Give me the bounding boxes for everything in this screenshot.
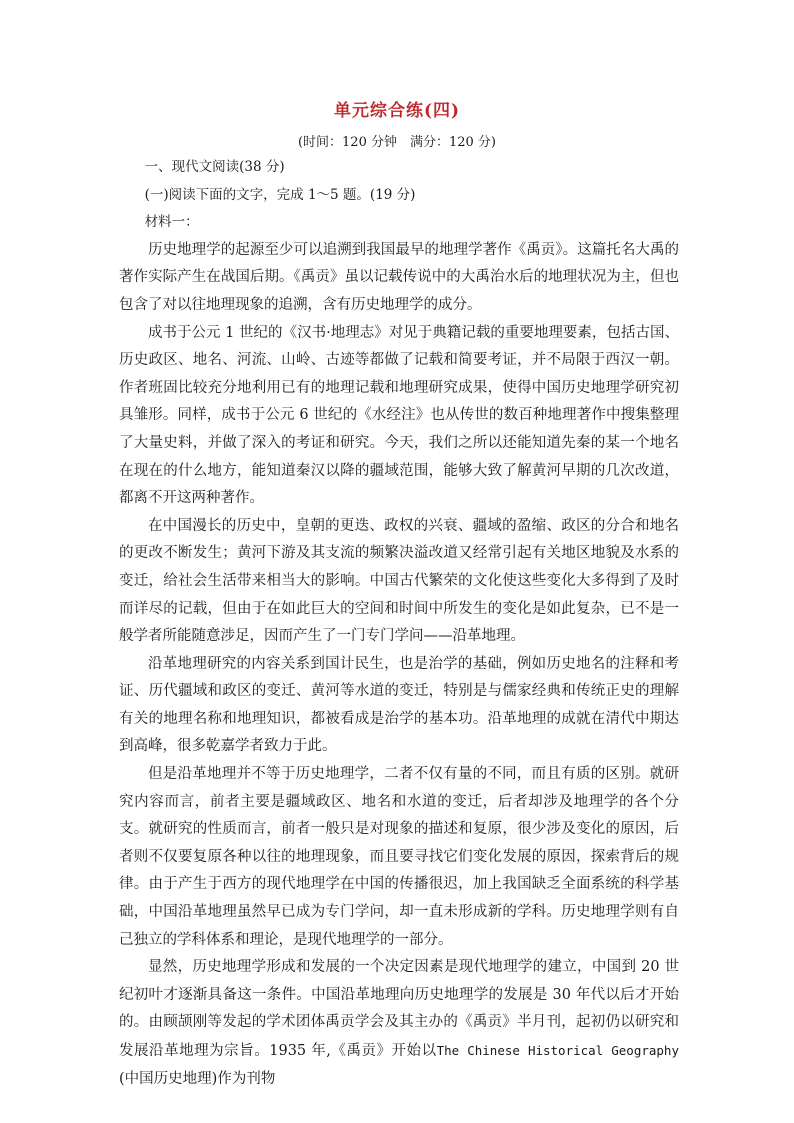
paragraph-1: 历史地理学的起源至少可以追溯到我国最早的地理学著作《禹贡》。这篇托名大禹的著作实际产生在战国后期。《禹贡》虽以记载传说中的大禹治水后的地理状况为主，但也包含了对以往地理现象的追溯，含有历史地理学的成分。	[119, 241, 679, 313]
paragraph-6	[119, 954, 679, 1093]
paragraph-6-tail: (中国历史地理)作为刊物	[119, 1070, 276, 1087]
paragraph-4: 沿革地理研究的内容关系到国计民生，也是治学的基础，例如历史地名的注释和考证、历代疆域和政区的变迁、黄河等水道的变迁，特别是与儒家经典和传统正史的理解有关的地理名称和地理知识，都被看成是治学的基本功。沿革地理的成就在清代中期达到高峰，很多乾嘉学者致力于此。	[119, 655, 679, 755]
exam-info: (时间：120 分钟 满分：120 分)	[297, 135, 497, 150]
page-title: 单元综合练(四)	[333, 101, 461, 121]
paragraph-6-text: 显然，历史地理学形成和发展的一个决定因素是现代地理学的建立，中国到 20 世纪初叶才逐渐具备这一条件。中国沿革地理向历史地理学的发展是 30 年代以后才开始的。由顾颉刚等发起的学术团体禹贡学会及其主办的《禹贡》半月刊，起初仍以研究和发展沿革地理为宗旨。1935 年,《禹贡》开始以	[119, 959, 679, 1059]
paragraph-3: 在中国漫长的历史中，皇朝的更迭、政权的兴衰、疆域的盈缩、政区的分合和地名的更改不断发生；黄河下游及其支流的频繁决溢改道又经常引起有关地区地貌及水系的变迁，给社会生活带来相当大的影响。中国古代繁荣的文化使这些变化大多得到了及时而详尽的记载，但由于在如此巨大的空间和时间中所发生的变化是如此复杂，已不是一般学者所能随意涉足，因而产生了一门专门学问——沿革地理。	[119, 517, 679, 645]
english-journal-name: The Chinese Historical Geography	[436, 1043, 679, 1058]
material-label: 材料一：	[144, 214, 199, 231]
subsection-heading: (一)阅读下面的文字，完成 1～5 题。(19 分)	[144, 186, 416, 203]
document-body	[119, 154, 679, 1093]
paragraph-5: 但是沿革地理并不等于历史地理学，二者不仅有量的不同，而且有质的区别。就研究内容而言，前者主要是疆域政区、地名和水道的变迁，后者却涉及地理学的各个分支。就研究的性质而言，前者一般只是对现象的描述和复原，很少涉及变化的原因，后者则不仅要复原各种以往的地理现象，而且要寻找它们变化发展的原因，探索背后的规律。由于产生于西方的现代地理学在中国的传播很迟，加上我国缺乏全面系统的科学基础，中国沿革地理虽然早已成为专门学问，却一直未形成新的学科。历史地理学则有自己独立的学科体系和理论，是现代地理学的一部分。	[119, 766, 679, 948]
section-heading: 一、现代文阅读(38 分)	[144, 159, 285, 175]
paragraph-2: 成书于公元 1 世纪的《汉书·地理志》对见于典籍记载的重要地理要素，包括古国、历史政区、地名、河流、山岭、古迹等都做了记载和简要考证，并不局限于西汉一朝。作者班固比较充分地利用已有的地理记载和地理研究成果，使得中国历史地理学研究初具雏形。同样，成书于公元 6 世纪的《水经注》也从传世的数百种地理著作中搜集整理了大量史料，并做了深入的考证和研究。今天，我们之所以还能知道先秦的某一个地名在现在的什么地方，能知道秦汉以降的疆域范围，能够大致了解黄河早期的几次改道，都离不开这两种著作。	[119, 324, 679, 507]
